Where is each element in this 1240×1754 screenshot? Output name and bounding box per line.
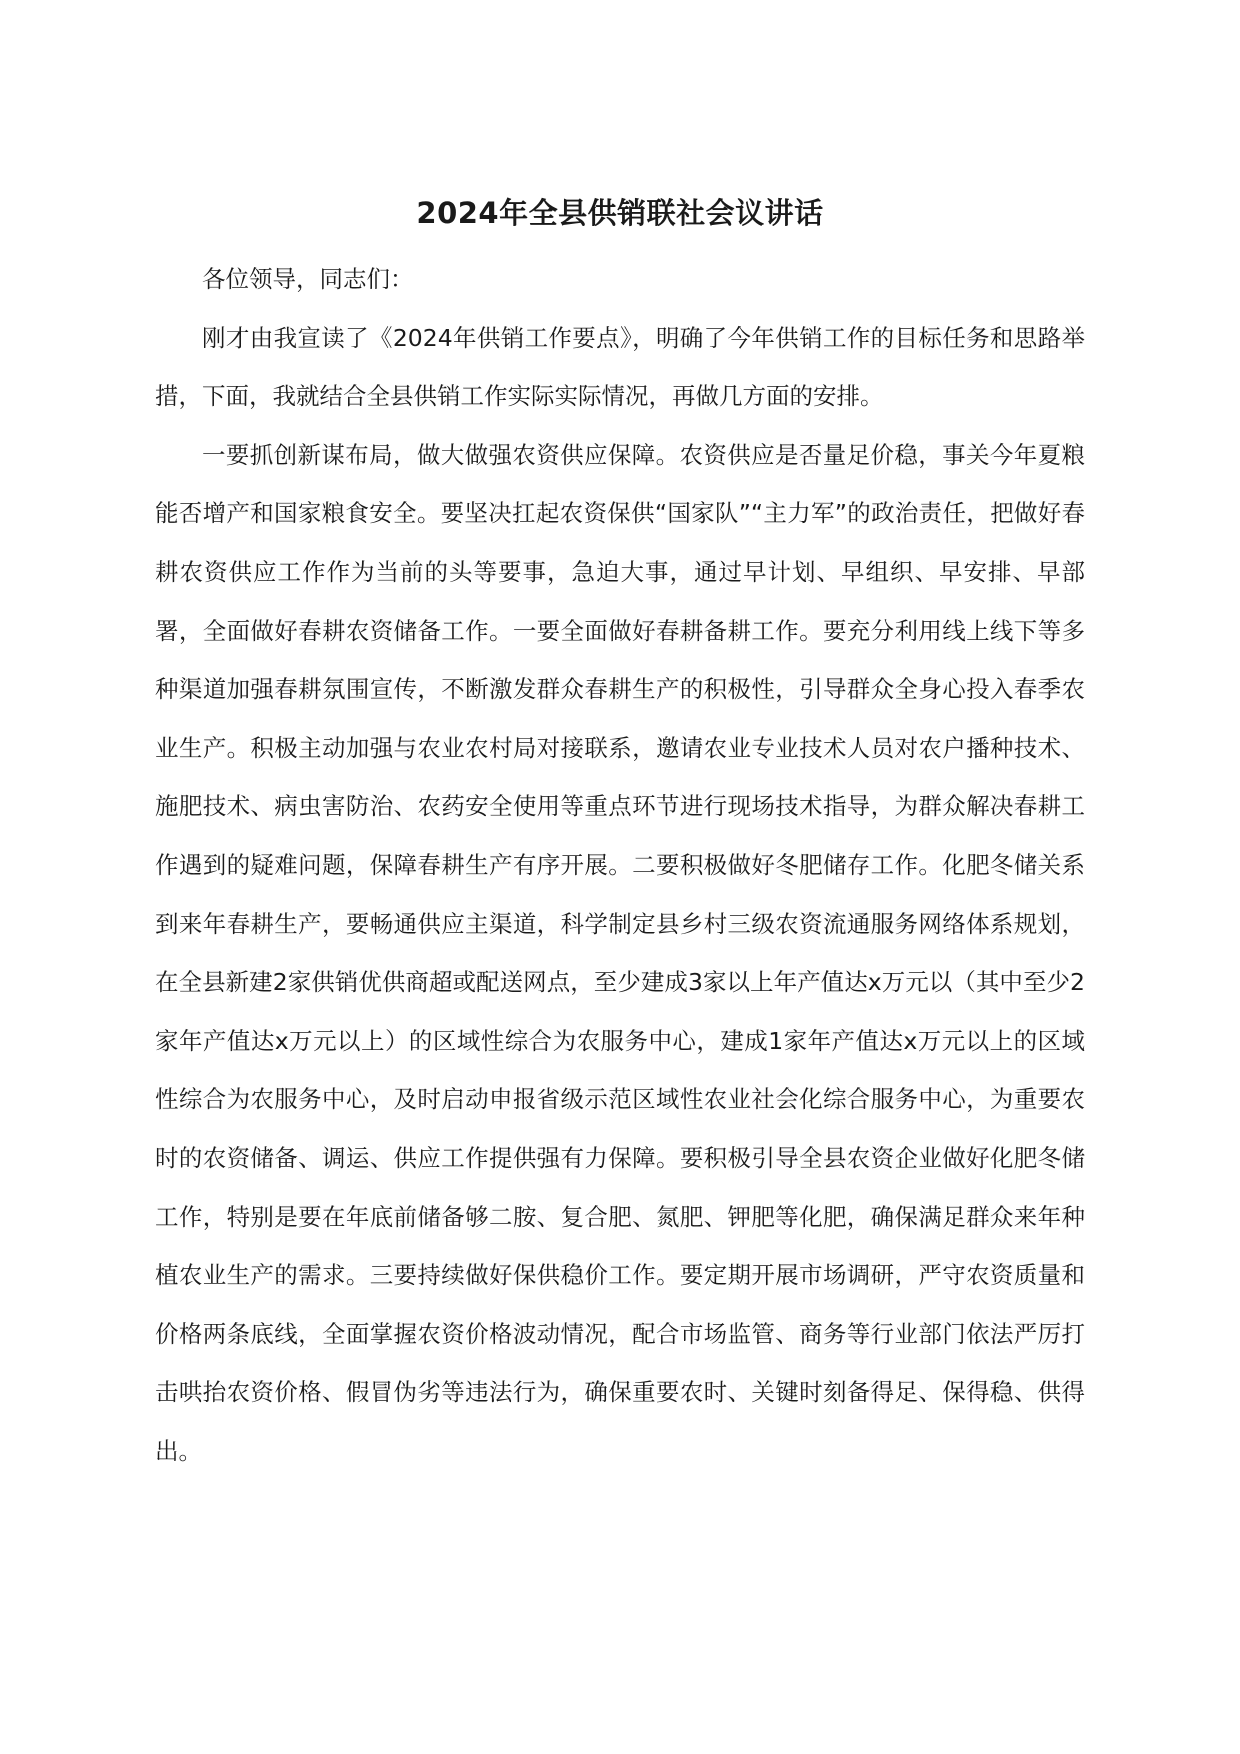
intro-paragraph: 刚才由我宣读了《2024年供销工作要点》，明确了今年供销工作的目标任务和思路举措，下面，我就结合全县供销工作实际实际情况，再做几方面的安排。	[155, 323, 1085, 411]
greeting-paragraph: 各位领导，同志们：	[202, 265, 414, 293]
document-title: 2024年全县供销联社会议讲话	[416, 196, 824, 230]
document-body	[155, 188, 1085, 1480]
section-one-paragraph: 一要抓创新谋布局，做大做强农资供应保障。农资供应是否量足价稳，事关今年夏粮能否增产和国家粮食安全。要坚决扛起农资保供“国家队”“主力军”的政治责任，把做好春耕农资供应工作作为当前的头等要事，急迫大事，通过早计划、早组织、早安排、早部署，全面做好春耕农资储备工作。一要全面做好春耕备耕工作。要充分利用线上线下等多种渠道加强春耕氛围宣传，不断激发群众春耕生产的积极性，引导群众全身心投入春季农业生产。积极主动加强与农业农村局对接联系，邀请农业专业技术人员对农户播种技术、施肥技术、病虫害防治、农药安全使用等重点环节进行现场技术指导，为群众解决春耕工作遇到的疑难问题，保障春耕生产有序开展。二要积极做好冬肥储存工作。化肥冬储关系到来年春耕生产，要畅通供应主渠道，科学制定县乡村三级农资流通服务网络体系规划，在全县新建2家供销优供商超或配送网点，至少建成3家以上年产值达x万元以（其中至少2家年产值达x万元以上）的区域性综合为农服务中心，建成1家年产值达x万元以上的区域性综合为农服务中心，及时启动申报省级示范区域性农业社会化综合服务中心，为重要农时的农资储备、调运、供应工作提供强有力保障。要积极引导全县农资企业做好化肥冬储工作，特别是要在年底前储备够二胺、复合肥、氮肥、钾肥等化肥，确保满足群众来年种植农业生产的需求。三要持续做好保供稳价工作。要定期开展市场调研，严守农资质量和价格两条底线，全面掌握农资价格波动情况，配合市场监管、商务等行业部门依法严厉打击哄抬农资价格、假冒伪劣等违法行为，确保重要农时、关键时刻备得足、保得稳、供得出。	[155, 440, 1085, 1465]
